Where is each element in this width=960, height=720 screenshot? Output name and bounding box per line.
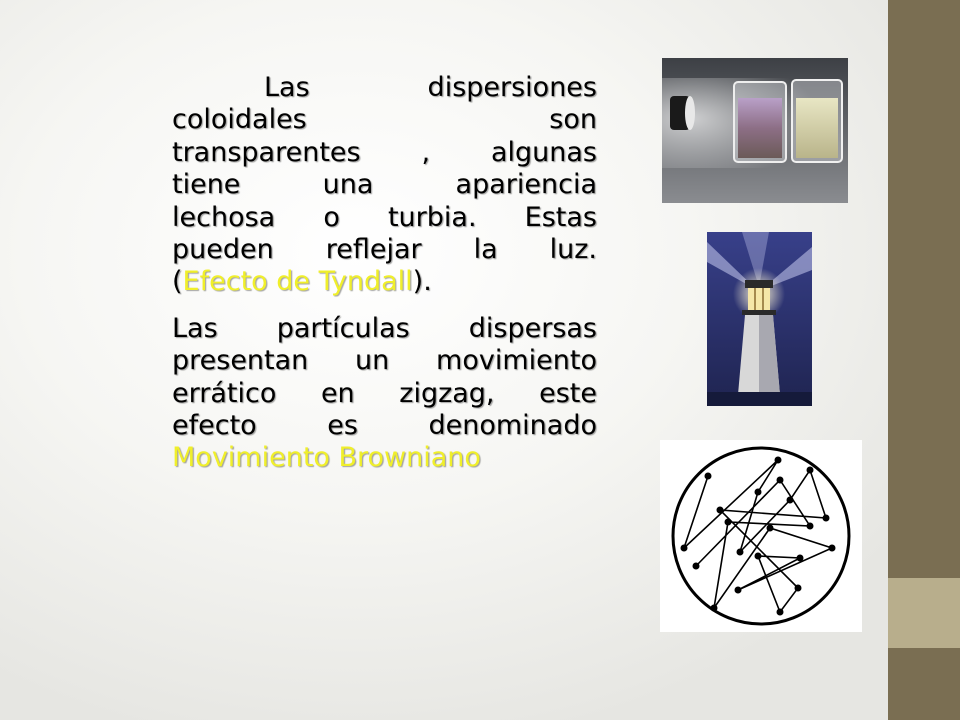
- text-line: [172, 266, 597, 298]
- text-line: lechosa o turbia. Estas: [172, 201, 597, 233]
- text-line: transparentes , algunas: [172, 136, 597, 168]
- sidebar-accent-block: [888, 578, 960, 648]
- close-paren: ).: [412, 266, 432, 298]
- text-line: pueden reflejar la luz.: [172, 233, 597, 265]
- brownian-motion-icon: [660, 440, 862, 632]
- decorative-sidebar: [888, 0, 960, 720]
- tyndall-glasses-icon: [662, 58, 848, 203]
- paragraph-brownian: [172, 313, 597, 475]
- slide-text-block: [172, 72, 597, 475]
- text-line: coloidales son: [172, 104, 597, 136]
- tyndall-glasses-image: [662, 58, 848, 203]
- text-line: tiene una apariencia: [172, 169, 597, 201]
- text-line: errático en zigzag, este: [172, 377, 597, 409]
- text-line: Las dispersiones: [264, 72, 597, 103]
- brownian-motion-diagram: [660, 440, 862, 632]
- text-line: presentan un movimiento: [172, 345, 597, 377]
- text-line: efecto es denominado: [172, 409, 597, 441]
- brownian-motion-highlight: Movimiento Browniano: [172, 442, 481, 474]
- text-line: Las partículas dispersas: [172, 312, 597, 344]
- tyndall-effect-highlight: Efecto de Tyndall: [182, 266, 413, 298]
- paragraph-tyndall: [172, 72, 597, 299]
- lighthouse-image: [707, 232, 812, 406]
- lighthouse-icon: [707, 232, 812, 406]
- open-paren: (: [172, 266, 183, 298]
